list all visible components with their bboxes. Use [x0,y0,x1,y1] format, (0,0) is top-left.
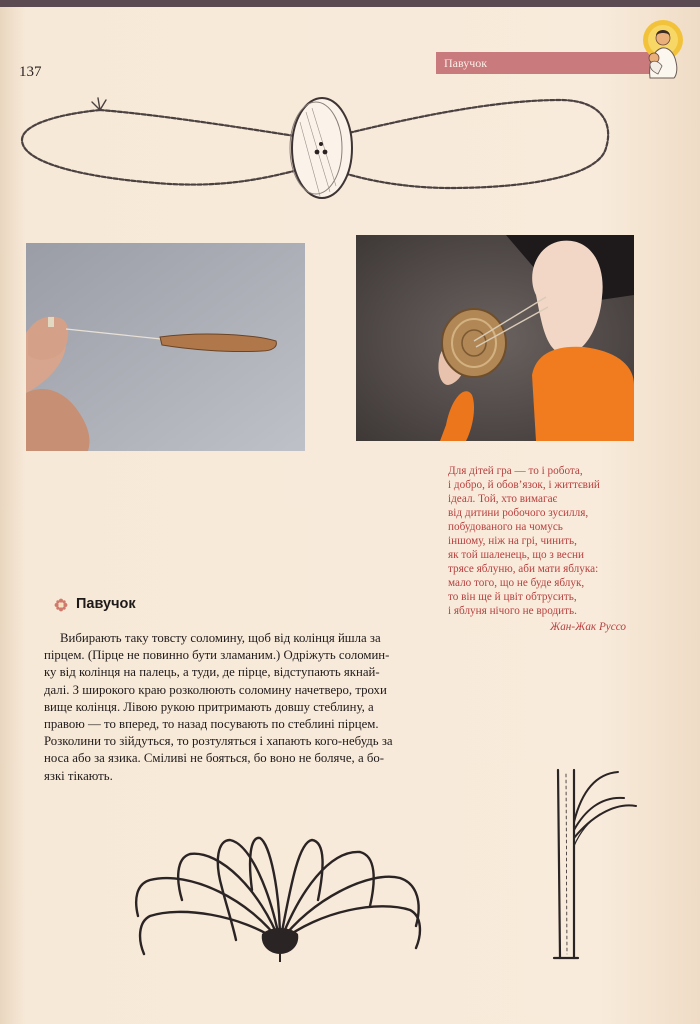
body-line: язкі тікають. [44,768,113,783]
quote-line: як той шаленець, що з весни [448,549,584,561]
straw-with-leaf-illustration [540,762,640,972]
flower-icon [54,598,68,612]
body-line: Вибирають таку товсту соломину, щоб від колінця йшла за [60,631,381,645]
rousseau-quote [448,464,626,634]
quote-line: і добро, й обов’язок, і життєвий [448,479,600,491]
quote-line: Для дітей гра — то і робота, [448,465,583,477]
mother-child-logo [638,18,688,80]
body-line: далі. З широкого краю розколюють соломину начетверо, трохи [44,682,387,697]
quote-line: мало того, що не буде яблук, [448,577,585,589]
quote-line: побудованого на чомусь [448,521,563,533]
section-tab: Павучок [436,52,656,74]
body-line: Розколини то зійдуться, то розтуляться і хапають кого-небудь за [44,734,393,749]
body-line: ку від колінця на палець, а туди, де пірце, відступають якнай- [44,665,380,680]
quote-line: від дитини робочого зусилля, [448,507,589,519]
body-line: пірцем. (Пірце не повинно бути зламаним.) Одріжуть соломин- [44,648,390,663]
article-title: Павучок [76,596,136,612]
quote-line: то він ще й цвіт обтрусить, [448,591,577,603]
quote-line: трясе яблуню, аби мати яблука: [448,563,599,575]
body-line: носа або за язика. Сміливі не бояться, бо воно не боляче, а бо- [44,751,384,766]
quote-line: ідеал. Той, хто вимагає [448,493,558,505]
body-line: вище колінця. Лівою рукою притримають довшу стеблину, а [44,699,374,714]
photo-child-spinning-button [356,235,634,441]
quote-author: Жан-Жак Руссо [549,621,626,633]
quote-line: іншому, ніж на грі, чинить, [448,535,577,547]
button-whirligig-illustration [20,92,620,222]
split-straw-spider-illustration [130,830,430,980]
article-body [44,630,440,785]
quote-line: і яблуня нічого не вродить. [448,605,577,617]
page-number: 137 [19,64,42,80]
photo-holding-straw-spider [26,243,305,451]
book-top-edge [0,0,700,7]
body-line: правою — то вперед, то назад посувають по стеблині пірцем. [44,717,379,732]
